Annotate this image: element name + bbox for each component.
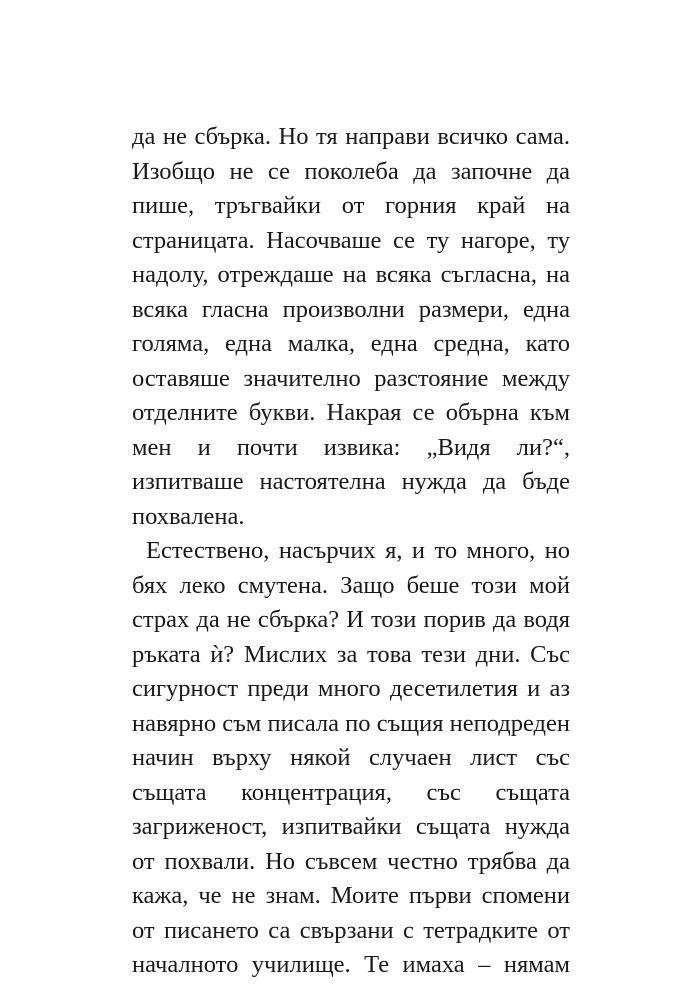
body-text [132,120,570,983]
text-line: от писането са свързани с тетрадките от [132,916,570,944]
text-line: загриженост, изпитвайки същата нужда [132,813,570,840]
text-line: оставяше значително разстояние между [132,364,570,392]
text-line: голяма, една малка, една средна, като [132,330,570,357]
text-line: похвалена. [132,502,245,530]
text-line: началното училище. Те имаха – нямам [132,951,570,978]
text-line: изпитваше настоятелна нужда да бъде [132,468,570,495]
text-line: мен и почти извика: „Видя ли?“, [132,433,570,461]
text-line: отделните букви. Накрая се обърна към [132,399,570,426]
text-line: надолу, отреждаше на всяка съгласна, на [132,261,570,288]
text-line: страницата. Насочваше се ту нагоре, ту [132,226,570,254]
paragraph-2 [132,534,570,983]
text-line: кажа, че не знам. Моите първи спомени [132,882,570,909]
text-line: бях леко смутена. Защо беше този мой [132,571,570,599]
text-line: навярно съм писала по същия неподреден [132,709,570,737]
text-line: страх да не сбърка? И този порив да водя [132,606,570,633]
text-line: сигурност преди много десетилетия и аз [132,675,570,702]
paragraph-1 [132,120,570,534]
text-line: от похвали. Но съвсем честно трябва да [132,847,570,875]
text-line: ръката ѝ? Мислих за това тези дни. Със [132,640,570,668]
text-line: пише, тръгвайки от горния край на [132,192,570,219]
text-line: да не сбърка. Но тя направи всичко сама. [132,123,570,150]
text-line: начин върху някой случаен лист със [132,744,570,771]
text-line: Естествено, насърчих я, и то много, но [146,537,570,564]
text-line: всяка гласна произволни размери, една [132,295,570,323]
text-line: същата концентрация, със същата [132,778,570,806]
text-line: Изобщо не се поколеба да започне да [132,157,570,185]
